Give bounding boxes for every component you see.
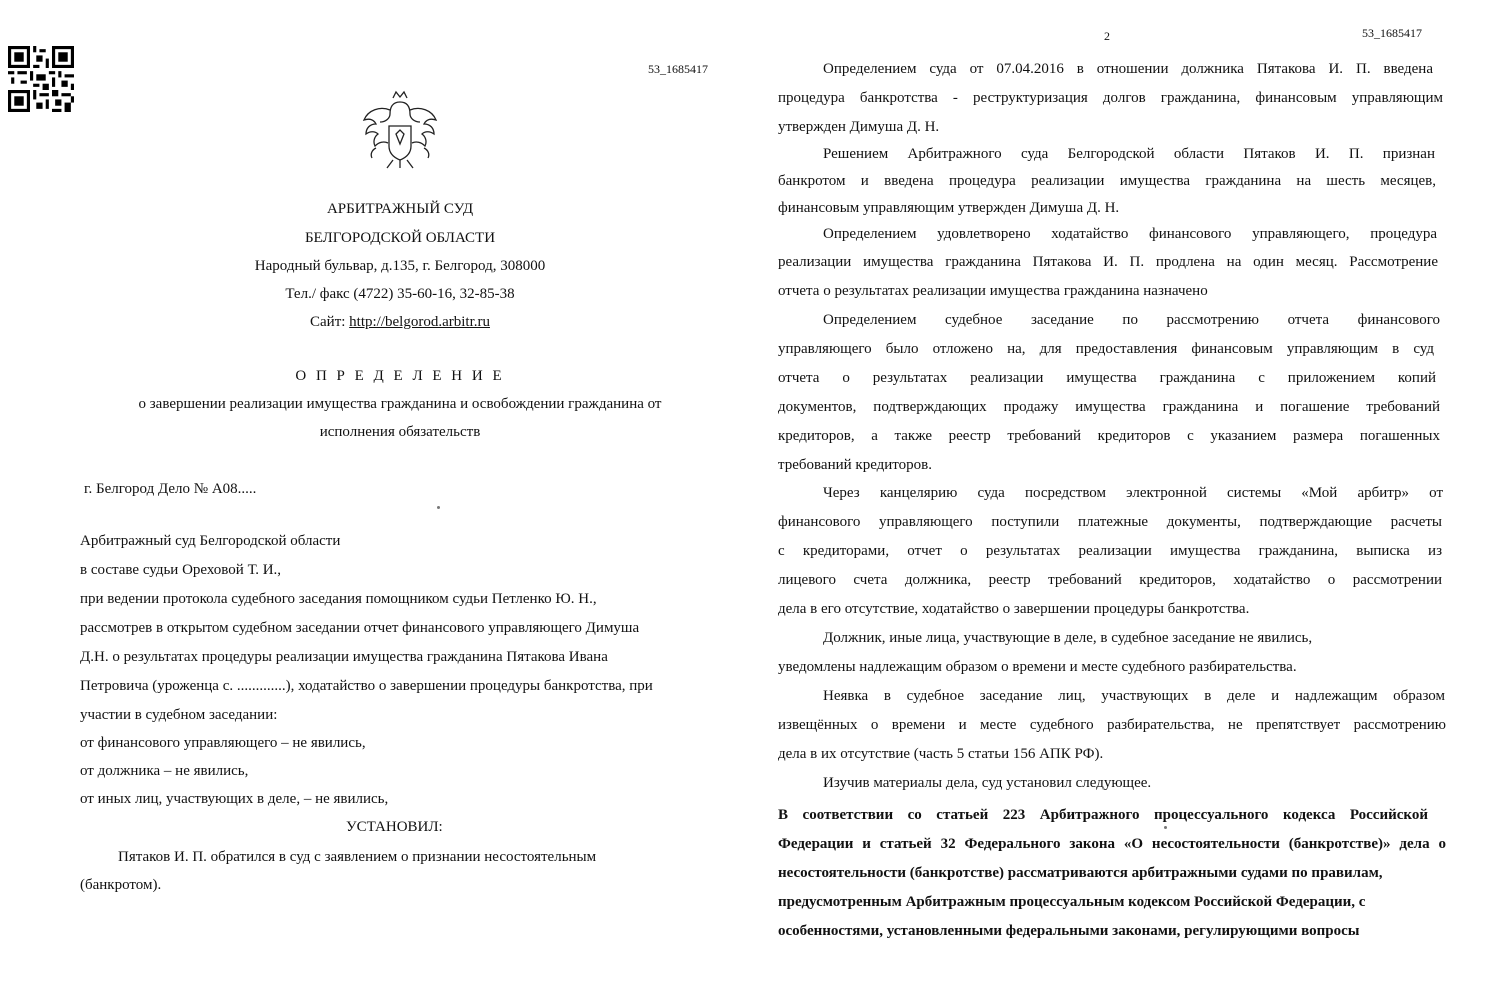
paragraph-line: кредиторов, а также реестр требований кредиторов с указанием размера погашенных: [778, 428, 1440, 444]
bold-paragraph-line: Федерации и статьей 32 Федерального закона «О несостоятельности (банкротстве)» дела о: [778, 836, 1446, 852]
body-line: участии в судебном заседании:: [80, 707, 278, 723]
paragraph-line: Решением Арбитражного суда Белгородской области Пятаков И. П. признан: [823, 146, 1435, 162]
document-number: 53_1685417: [1362, 26, 1422, 40]
paragraph-line: извещённых о времени и месте судебного разбирательства, не препятствует рассмотрению: [778, 717, 1446, 733]
scan-speck: [437, 506, 440, 509]
court-name: АРБИТРАЖНЫЙ СУД: [326, 201, 474, 217]
body-line: от должника – не явились,: [80, 763, 249, 779]
bold-paragraph-line: предусмотренным Арбитражным процессуальным кодексом Российской Федерации, с: [778, 894, 1366, 910]
body-line: Арбитражный суд Белгородской области: [80, 533, 341, 549]
site-label: Сайт:: [310, 314, 346, 330]
document-type: О П Р Е Д Е Л Е Н И Е: [295, 368, 505, 384]
court-site: [0, 313, 750, 331]
paragraph-line: процедура банкротства - реструктуризация долгов гражданина, финансовым управляющим: [778, 90, 1443, 106]
paragraph-line: дела в их отсутствие (часть 5 статьи 156 АПК РФ).: [778, 746, 1104, 762]
paragraph-line: уведомлены надлежащим образом о времени и месте судебного разбирательства.: [778, 659, 1297, 675]
paragraph-line: финансового управляющего поступили платежные документы, подтверждающие расчеты: [778, 514, 1442, 530]
document-subject-line: о завершении реализации имущества гражданина и освобождении гражданина от: [138, 396, 662, 412]
paragraph-line: лицевого счета должника, реестр требований кредиторов, ходатайство о рассмотрении: [778, 572, 1442, 588]
document-number: 53_1685417: [648, 62, 708, 76]
body-line: при ведении протокола судебного заседания помощником судьи Петленко Ю. Н.,: [80, 591, 597, 607]
paragraph-line: банкротом и введена процедура реализации имущества гражданина на шесть месяцев,: [778, 173, 1436, 189]
court-region: БЕЛГОРОДСКОЙ ОБЛАСТИ: [304, 230, 496, 246]
closing-line: Пятаков И. П. обратился в суд с заявлением о признании несостоятельным: [118, 849, 597, 865]
paragraph-line: реализации имущества гражданина Пятакова И. П. продлена на один месяц. Рассмотрение: [778, 254, 1438, 270]
paragraph-line: управляющего было отложено на, для предоставления финансовым управляющим в суд: [778, 341, 1434, 357]
right-page: [750, 0, 1500, 992]
paragraph-line: Неявка в судебное заседание лиц, участвующих в деле и надлежащим образом: [823, 688, 1445, 704]
paragraph-line: Определением удовлетворено ходатайство финансового управляющего, процедура: [823, 226, 1437, 242]
paragraph-line: Изучив материалы дела, суд установил следующее.: [823, 775, 1152, 791]
paragraph-line: требований кредиторов.: [778, 457, 932, 473]
paragraph-line: Должник, иные лица, участвующие в деле, в судебное заседание не явились,: [823, 630, 1313, 646]
paragraph-line: с кредиторами, отчет о результатах реализации имущества гражданина, выписка из: [778, 543, 1442, 559]
paragraph-line: утвержден Димуша Д. Н.: [778, 119, 940, 135]
court-phone: Тел./ факс (4722) 35-60-16, 32-85-38: [285, 286, 515, 302]
bold-paragraph-line: несостоятельности (банкротстве) рассматриваются арбитражными судами по правилам,: [778, 865, 1383, 881]
paragraph-line: документов, подтверждающих продажу имущества гражданина и погашение требований: [778, 399, 1440, 415]
paragraph-line: финансовым управляющим утвержден Димуша Д. Н.: [778, 200, 1120, 216]
body-line: рассмотрев в открытом судебном заседании отчет финансового управляющего Димуша: [80, 620, 640, 636]
site-link[interactable]: http://belgorod.arbitr.ru: [349, 314, 490, 330]
paragraph-line: Определением судебное заседание по рассмотрению отчета финансового: [823, 312, 1440, 328]
established-heading: УСТАНОВИЛ:: [346, 819, 443, 835]
bold-paragraph-line: особенностями, установленными федеральными законами, регулирующими вопросы: [778, 923, 1360, 939]
case-number: г. Белгород Дело № А08.....: [84, 481, 257, 497]
body-line: Петровича (уроженца с. .............), ходатайство о завершении процедуры банкротства, при: [80, 678, 653, 694]
scan-speck: [1164, 826, 1167, 829]
coat-of-arms-icon: [360, 88, 440, 172]
court-address: Народный бульвар, д.135, г. Белгород, 308000: [254, 258, 546, 274]
page-number: 2: [1104, 29, 1110, 43]
closing-line: (банкротом).: [80, 877, 162, 893]
body-line: от финансового управляющего – не явились,: [80, 735, 366, 751]
body-line: в составе судьи Ореховой Т. И.,: [80, 562, 282, 578]
paragraph-line: Определением суда от 07.04.2016 в отношении должника Пятакова И. П. введена: [823, 61, 1433, 77]
paragraph-line: отчета о результатах реализации имущества гражданина с приложением копий: [778, 370, 1436, 386]
paragraph-line: Через канцелярию суда посредством электронной системы «Мой арбитр» от: [823, 485, 1443, 501]
document-subject-line: исполнения обязательств: [319, 424, 481, 440]
qr-code-icon: [8, 46, 74, 112]
bold-paragraph-line: В соответствии со статьей 223 Арбитражного процессуального кодекса Российской: [778, 807, 1428, 823]
body-line: от иных лиц, участвующих в деле, – не явились,: [80, 791, 389, 807]
paragraph-line: дела в его отсутствие, ходатайство о завершении процедуры банкротства.: [778, 601, 1250, 617]
body-line: Д.Н. о результатах процедуры реализации имущества гражданина Пятакова Ивана: [80, 649, 608, 665]
paragraph-line: отчета о результатах реализации имущества гражданина назначено: [778, 283, 1208, 299]
